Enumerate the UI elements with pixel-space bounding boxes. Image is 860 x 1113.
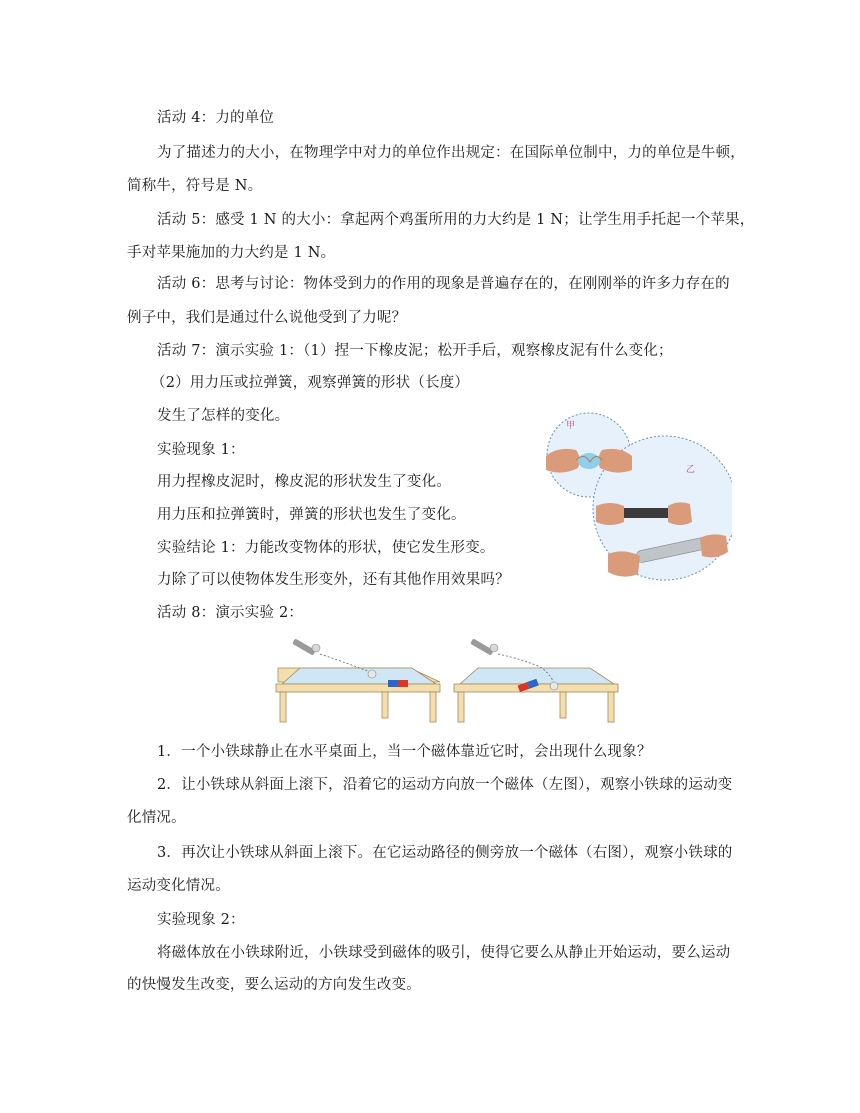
paragraph-activity-6: 活动 6：思考与讨论：物体受到力的作用的现象是普遍存在的，在刚刚举的许多力存在的 <box>157 276 730 292</box>
paragraph-conclusion-1: 实验结论 1：力能改变物体的形状，使它发生形变。 <box>157 540 495 556</box>
paragraph-spring: 用力压和拉弹簧时，弹簧的形状也发生了变化。 <box>157 507 466 523</box>
heading-phenomenon-1: 实验现象 1： <box>157 442 245 458</box>
paragraph-step-3: 3．再次让小铁球从斜面上滚下。在它运动路径的侧旁放一个磁体（右图），观察小铁球的 <box>157 845 733 861</box>
paragraph-activity-5: 活动 5：感受 1 N 的大小：拿起两个鸡蛋所用的力大约是 1 N；让学生用手托起一个苹果， <box>157 212 755 228</box>
paragraph-activity-4: 活动 4：力的单位 <box>157 110 275 126</box>
paragraph-step-3-cont: 运动变化情况。 <box>127 878 230 894</box>
paragraph-activity-7-step-2: （2）用力压或拉弹簧，观察弹簧的形状（长度） <box>151 375 470 391</box>
table-right <box>454 638 618 722</box>
label-jia: 甲 <box>566 421 576 431</box>
label-yi: 乙 <box>686 465 696 475</box>
paragraph-plasticine: 用力捏橡皮泥时，橡皮泥的形状发生了变化。 <box>157 474 451 490</box>
paragraph-question: 力除了可以使物体发生形变外，还有其他作用效果吗？ <box>157 572 510 588</box>
paragraph-activity-7: 活动 7：演示实验 1：（1）捏一下橡皮泥；松开手后，观察橡皮泥有什么变化； <box>157 343 673 359</box>
paragraph-unit-definition: 为了描述力的大小，在物理学中对力的单位作出规定：在国际单位制中，力的单位是牛顿， <box>157 145 745 161</box>
paragraph-phenomenon-2-cont: 的快慢发生改变，要么运动的方向发生改变。 <box>127 977 421 993</box>
paragraph-phenomenon-2: 将磁体放在小铁球附近，小铁球受到磁体的吸引，使得它要么从静止开始运动，要么运动 <box>157 945 731 961</box>
magnet-ball-figure <box>270 634 620 734</box>
paragraph-step-2-cont: 化情况。 <box>127 810 186 826</box>
paragraph-step-1: 1．一个小铁球静止在水平桌面上，当一个磁体靠近它时，会出现什么现象？ <box>157 744 652 760</box>
paragraph-activity-7-cont: 发生了怎样的变化。 <box>157 408 290 424</box>
paragraph-unit-definition-cont: 简称牛，符号是 N。 <box>127 178 263 194</box>
paragraph-step-2: 2．让小铁球从斜面上滚下，沿着它的运动方向放一个磁体（左图），观察小铁球的运动变 <box>157 777 733 793</box>
plasticine-spring-figure <box>540 404 732 590</box>
table-left <box>276 638 440 722</box>
heading-phenomenon-2: 实验现象 2： <box>157 912 245 928</box>
paragraph-activity-8: 活动 8：演示实验 2： <box>157 605 304 621</box>
paragraph-activity-6-cont: 例子中，我们是通过什么说他受到了力呢？ <box>127 310 407 326</box>
paragraph-activity-5-cont: 手对苹果施加的力大约是 1 N。 <box>127 245 336 261</box>
